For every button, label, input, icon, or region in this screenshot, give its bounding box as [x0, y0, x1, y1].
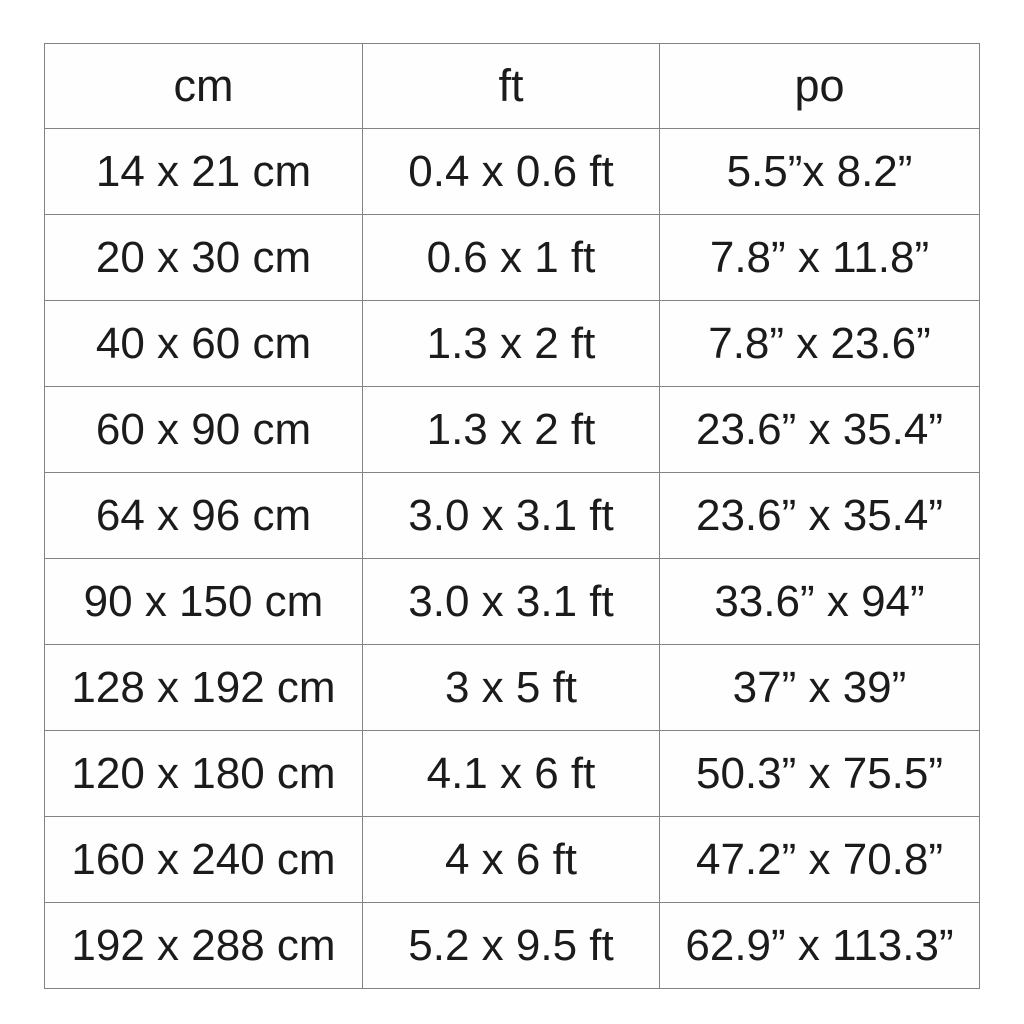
- table-row: [45, 215, 980, 301]
- cell-po: 62.9” x 113.3”: [660, 903, 980, 989]
- cell-ft: 3 x 5 ft: [363, 645, 660, 731]
- cell-cm: 40 x 60 cm: [45, 301, 363, 387]
- cell-cm: 60 x 90 cm: [45, 387, 363, 473]
- cell-ft: 4 x 6 ft: [363, 817, 660, 903]
- table-row: [45, 473, 980, 559]
- cell-po: 5.5”x 8.2”: [660, 129, 980, 215]
- table-header-row: [45, 44, 980, 129]
- table-row: [45, 817, 980, 903]
- cell-ft: 0.6 x 1 ft: [363, 215, 660, 301]
- cell-po: 23.6” x 35.4”: [660, 387, 980, 473]
- table-row: [45, 301, 980, 387]
- cell-po: 7.8” x 23.6”: [660, 301, 980, 387]
- cell-cm: 90 x 150 cm: [45, 559, 363, 645]
- cell-ft: 1.3 x 2 ft: [363, 301, 660, 387]
- cell-po: 23.6” x 35.4”: [660, 473, 980, 559]
- cell-po: 33.6” x 94”: [660, 559, 980, 645]
- cell-ft: 0.4 x 0.6 ft: [363, 129, 660, 215]
- table-row: [45, 731, 980, 817]
- cell-po: 47.2” x 70.8”: [660, 817, 980, 903]
- cell-ft: 3.0 x 3.1 ft: [363, 559, 660, 645]
- cell-ft: 1.3 x 2 ft: [363, 387, 660, 473]
- cell-po: 7.8” x 11.8”: [660, 215, 980, 301]
- cell-cm: 20 x 30 cm: [45, 215, 363, 301]
- table-header-po: po: [660, 44, 980, 129]
- cell-ft: 4.1 x 6 ft: [363, 731, 660, 817]
- table-row: [45, 903, 980, 989]
- cell-cm: 14 x 21 cm: [45, 129, 363, 215]
- cell-ft: 3.0 x 3.1 ft: [363, 473, 660, 559]
- cell-cm: 120 x 180 cm: [45, 731, 363, 817]
- table-row: [45, 129, 980, 215]
- table-header-ft: ft: [363, 44, 660, 129]
- size-conversion-table: [44, 43, 980, 989]
- cell-po: 37” x 39”: [660, 645, 980, 731]
- table-row: [45, 645, 980, 731]
- cell-cm: 160 x 240 cm: [45, 817, 363, 903]
- table-row: [45, 559, 980, 645]
- table-body: [45, 129, 980, 989]
- table-row: [45, 387, 980, 473]
- cell-ft: 5.2 x 9.5 ft: [363, 903, 660, 989]
- cell-cm: 192 x 288 cm: [45, 903, 363, 989]
- cell-cm: 128 x 192 cm: [45, 645, 363, 731]
- cell-cm: 64 x 96 cm: [45, 473, 363, 559]
- table-header-cm: cm: [45, 44, 363, 129]
- cell-po: 50.3” x 75.5”: [660, 731, 980, 817]
